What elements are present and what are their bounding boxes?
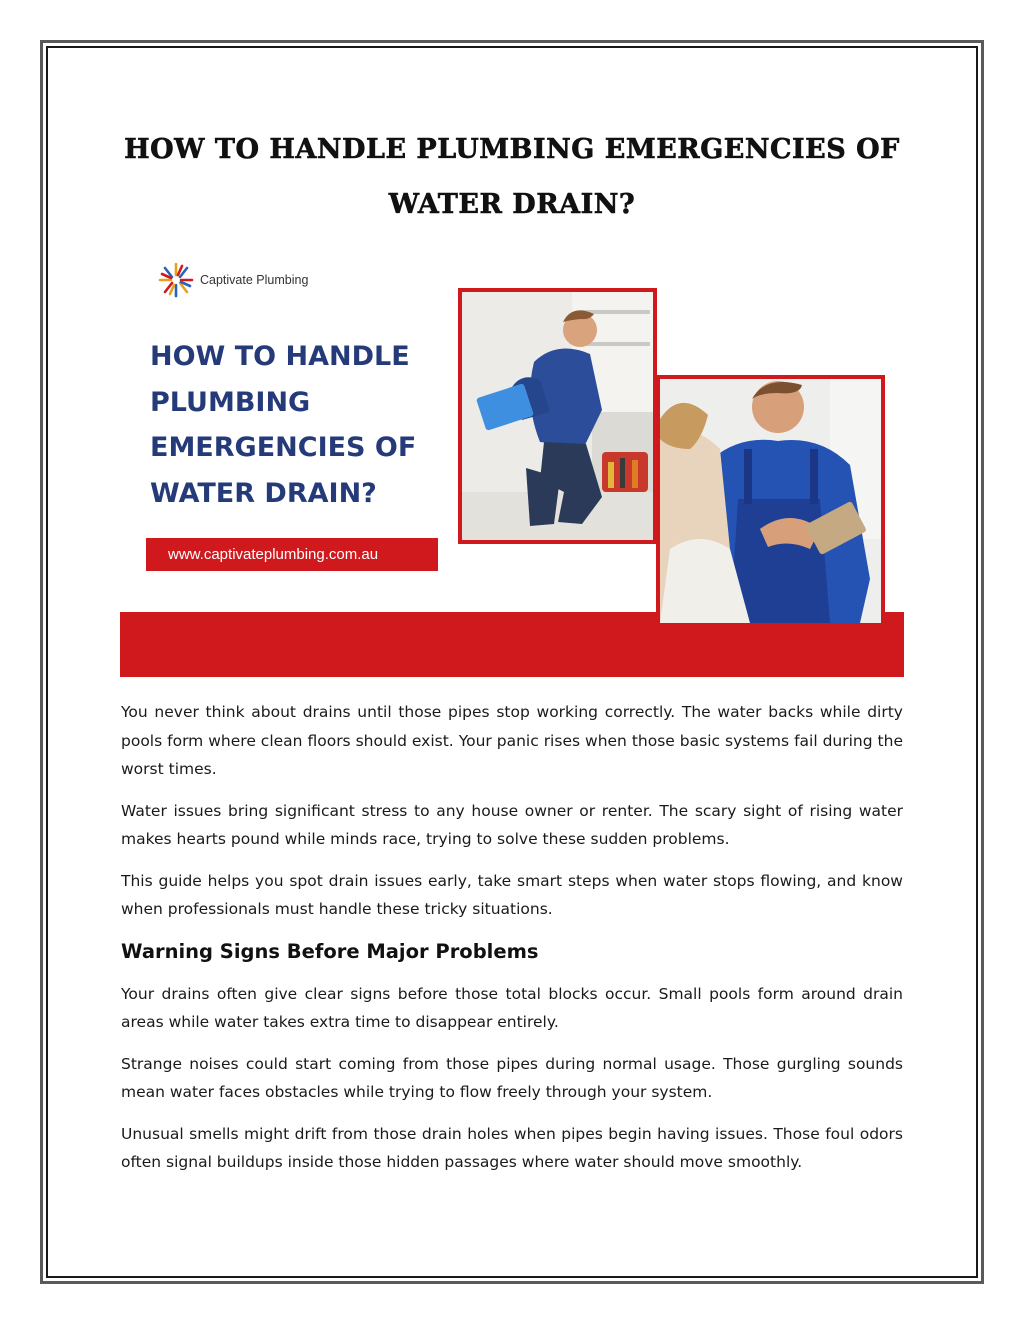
plumber-consultation-photo bbox=[656, 375, 885, 627]
document-title-line1: HOW TO HANDLE PLUMBING EMERGENCIES OF bbox=[124, 134, 900, 165]
banner-heading bbox=[150, 334, 450, 516]
article-paragraph: Your drains often give clear signs before those total blocks occur. Small pools form around drain areas while water takes extra time to disappear entirely. bbox=[121, 984, 903, 1031]
article-paragraph: This guide helps you spot drain issues early, take smart steps when water stops flowing, and know when professionals must handle these tricky situations. bbox=[121, 871, 903, 918]
article-paragraph: You never think about drains until those pipes stop working correctly. The water backs while dirty pools form where clean floors should exist. Your panic rises when those basic systems fail during the worst times. bbox=[121, 703, 903, 778]
banner-heading-line: WATER DRAIN? bbox=[150, 477, 377, 509]
website-url-bar bbox=[146, 538, 438, 571]
section-heading: Warning Signs Before Major Problems bbox=[121, 939, 539, 963]
article-paragraph: Unusual smells might drift from those drain holes when pipes begin having issues. Those foul odors often signal buildups inside those hidden passages where water should move smoothly. bbox=[121, 1124, 903, 1171]
plumber-with-clipboard-image bbox=[462, 292, 653, 540]
sunburst-logo-icon bbox=[158, 262, 194, 298]
brand-logo bbox=[158, 260, 308, 300]
banner-heading-line: PLUMBING bbox=[150, 386, 311, 418]
website-url: www.captivateplumbing.com.au bbox=[168, 546, 379, 563]
article-paragraph: Water issues bring significant stress to any house owner or renter. The scary sight of rising water makes hearts pound while minds race, trying to solve these sudden problems. bbox=[121, 801, 903, 848]
article-paragraph: Strange noises could start coming from those pipes during normal usage. Those gurgling sounds mean water faces obstacles while trying to flow freely through your system. bbox=[121, 1054, 903, 1101]
plumber-talking-to-client-image bbox=[660, 379, 881, 623]
document-title-line2: WATER DRAIN? bbox=[388, 189, 636, 220]
brand-logo-text: Captivate Plumbing bbox=[200, 273, 309, 287]
banner-heading-line: HOW TO HANDLE bbox=[150, 341, 410, 372]
banner-heading-line: EMERGENCIES OF bbox=[150, 432, 417, 463]
plumber-kneeling-photo bbox=[458, 288, 657, 544]
document-title bbox=[100, 122, 924, 232]
hero-banner bbox=[120, 250, 904, 677]
article-body bbox=[121, 698, 903, 1190]
